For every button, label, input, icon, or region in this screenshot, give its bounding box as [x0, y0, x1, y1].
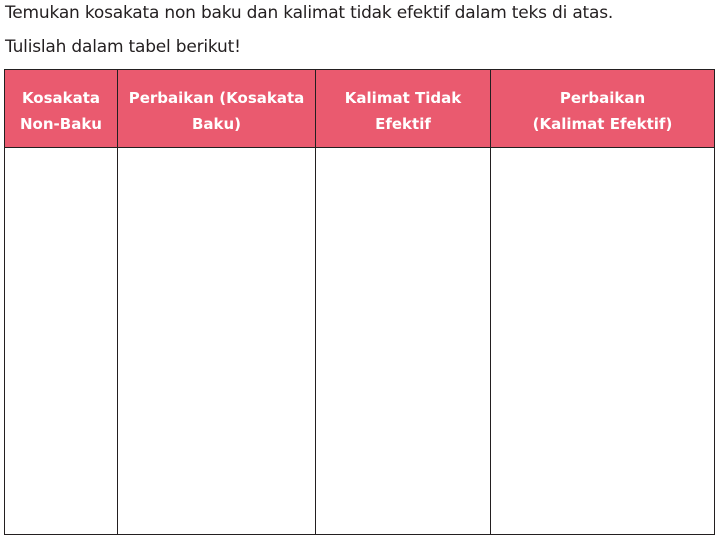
column-header-line: Perbaikan (Kosakata	[128, 89, 305, 107]
column-header-perbaikan-kosakata-baku	[118, 70, 316, 148]
answer-cell-perbaikan-kalimat-efektif[interactable]	[491, 148, 714, 534]
column-header-line: Efektif	[375, 115, 431, 133]
answer-cell-kosakata-non-baku[interactable]	[5, 148, 118, 534]
answer-table	[4, 69, 715, 535]
instruction-line-2: Tulislah dalam tabel berikut!	[5, 37, 241, 57]
instruction-line-1: Temukan kosakata non baku dan kalimat tidak efektif dalam teks di atas.	[5, 3, 614, 23]
column-header-line: Perbaikan	[559, 89, 646, 107]
column-header-kalimat-tidak-efektif	[316, 70, 491, 148]
column-header-line: Baku)	[191, 115, 242, 133]
column-header-line: Non-Baku	[20, 115, 102, 133]
answer-cell-kalimat-tidak-efektif[interactable]	[316, 148, 491, 534]
column-header-line: (Kalimat Efektif)	[532, 115, 673, 133]
answer-cell-perbaikan-kosakata-baku[interactable]	[118, 148, 316, 534]
column-header-kosakata-non-baku	[5, 70, 118, 148]
column-header-perbaikan-kalimat-efektif	[491, 70, 714, 148]
column-header-line: Kalimat Tidak	[344, 89, 462, 107]
column-header-line: Kosakata	[21, 89, 101, 107]
